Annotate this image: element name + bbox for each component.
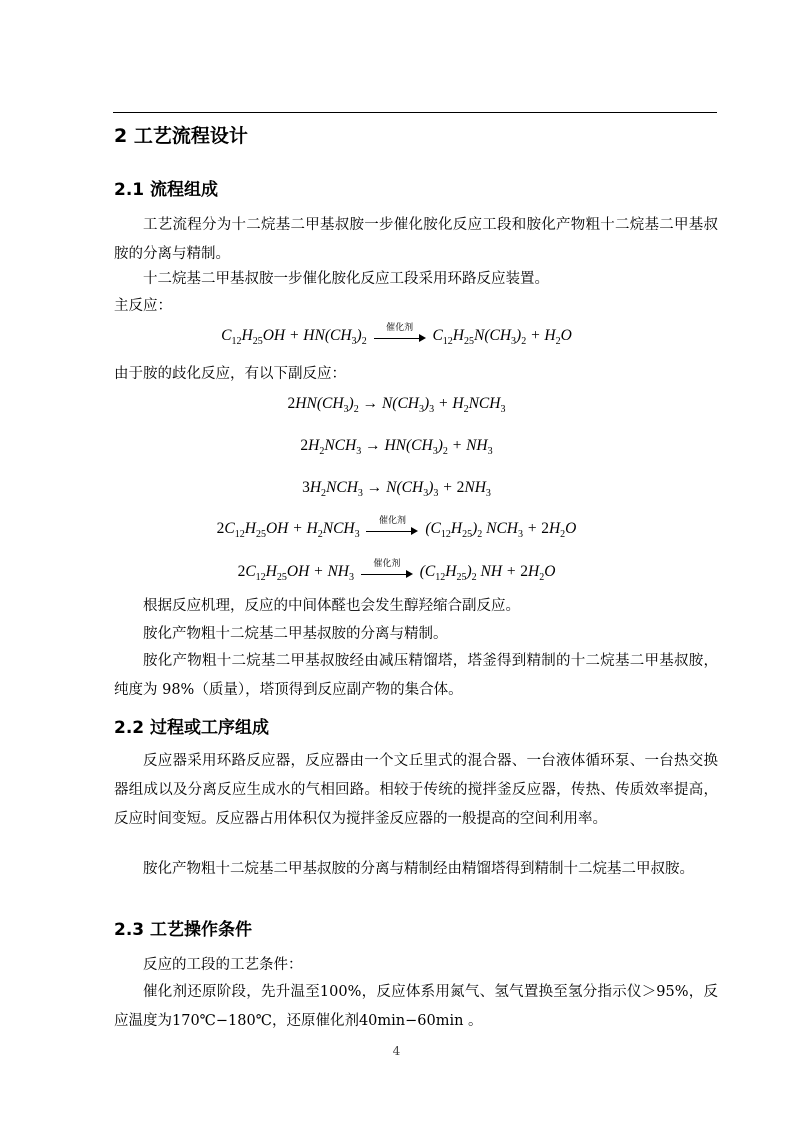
- paragraph: 十二烷基二甲基叔胺一步催化胺化反应工段采用环路反应装置。: [143, 271, 549, 287]
- side-reaction-equation-5: $2C_{12}H_{25}OH + NH_3$ 催化剂 $(C_{12}H_{25})_2$ NH + $2H_2O$: [0, 563, 793, 583]
- paragraph: 胺化产物粗十二烷基二甲基叔胺经由减压精馏塔，塔釜得到精制的十二烷基二甲基叔胺，纯度为 98%（质量），塔顶得到反应副产物的集合体。: [114, 653, 718, 698]
- catalyst-arrow: [361, 559, 413, 578]
- paragraph: 催化剂还原阶段，先升温至100%，反应体系用氮气、氢气置换至氢分指示仪＞95%，反应温度为170℃−180℃，还原催化剂40min−60min 。: [114, 984, 718, 1029]
- side-reaction-equation-2: $2H_2NCH_3 \to HN(CH_3)_2 + NH_3$: [300, 437, 493, 458]
- catalyst-label: 催化剂: [373, 559, 401, 570]
- header-rule: [113, 112, 717, 113]
- catalyst-arrow: [374, 323, 426, 342]
- paragraph: 根据反应机理，反应的中间体醛也会发生醇羟缩合副反应。: [143, 598, 520, 614]
- paragraph: 胺化产物粗十二烷基二甲基叔胺的分离与精制。: [143, 626, 448, 642]
- paragraph: 主反应：: [114, 298, 172, 314]
- chapter-heading: 2 工艺流程设计: [114, 125, 248, 147]
- side-reaction-equation-1: $2HN(CH_3)_2 \to N(CH_3)_3 + H_2NCH_3$: [287, 395, 506, 416]
- catalyst-label: 催化剂: [386, 323, 414, 334]
- catalyst-label: 催化剂: [378, 516, 406, 527]
- catalyst-arrow: [366, 516, 418, 535]
- section-2-1-title: 2.1 流程组成: [114, 180, 219, 200]
- side-reaction-equation-4: $2C_{12}H_{25}OH + H_2NCH_3$ 催化剂 $(C_{12}H_{25})_2$ $NCH_3 + 2H_2O$: [0, 520, 793, 540]
- side-reaction-equation-3: $3H_2NCH_3 \to N(CH_3)_3 + 2NH_3$: [302, 479, 491, 500]
- paragraph: 胺化产物粗十二烷基二甲基叔胺的分离与精制经由精馏塔得到精制十二烷基二甲叔胺。: [143, 861, 694, 877]
- main-reaction-equation: $C_{12}H_{25}OH + HN(CH_3)_2$ 催化剂 $C_{12}H_{25}N(CH_3)_2 + H_2O$: [0, 327, 793, 347]
- section-2-3-title: 2.3 工艺操作条件: [114, 920, 253, 940]
- paragraph: 反应的工段的工艺条件：: [143, 957, 303, 973]
- paragraph: 反应器采用环路反应器，反应器由一个文丘里式的混合器、一台液体循环泵、一台热交换器组成以及分离反应生成水的气相回路。相较于传统的搅拌釜反应器，传热、传质效率提高，反应时间变短。反应器占用体积仅为搅拌釜反应器的一般提高的空间利用率。: [114, 753, 718, 827]
- section-2-2-title: 2.2 过程或工序组成: [114, 718, 270, 738]
- page-number: 4: [392, 1044, 401, 1058]
- paragraph: 工艺流程分为十二烷基二甲基叔胺一步催化胺化反应工段和胺化产物粗十二烷基二甲基叔胺的分离与精制。: [114, 217, 718, 262]
- paragraph: 由于胺的歧化反应，有以下副反应：: [114, 366, 346, 382]
